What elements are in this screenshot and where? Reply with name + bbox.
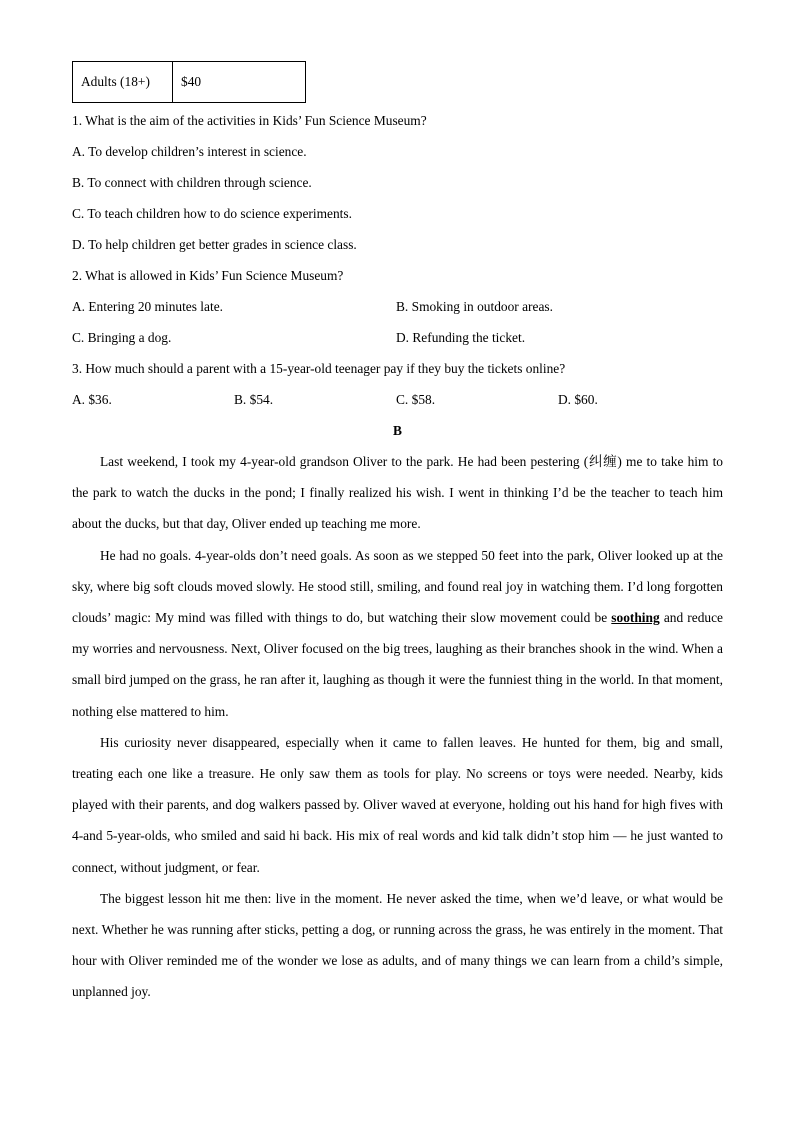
option-d: D. Refunding the ticket. [396,330,526,345]
question-2 [72,260,723,353]
option-d: D. $60. [558,392,598,407]
option-c: C. To teach children how to do science experiments. [72,206,352,221]
question-1 [72,105,723,260]
table-row [73,62,306,103]
ticket-price-cell: $40 [173,62,306,103]
paragraph-3: His curiosity never disappeared, especially when it came to fallen leaves. He hunted for them, big and small, treating each one like a treasure. He only saw them as tools for play. No screens or toys were needed. Nearby, kids played with their parents, and dog walkers passed by. Oliver waved at everyone, holding out his hand for high fives with 4-and 5-year-olds, who smiled and said hi back. His mix of real words and kid talk didn’t stop him — he just wanted to connect, without judgment, or fear. [72,734,723,875]
paragraph-2-text-after: and reduce my worries and nervousness. Next, Oliver focused on the big trees, laughing as their branches shook in the wind. When a small bird jumped on the grass, he ran after it, laughing as though it were the funniest thing in the world. In that moment, nothing else mattered to him. [72,610,723,719]
option-a: A. Entering 20 minutes late. [72,299,223,314]
paragraph-4: The biggest lesson hit me then: live in the moment. He never asked the time, when we’d leave, or what would be next. Whether he was running after sticks, petting a dog, or running across the grass, he was entirely in the moment. That hour with Oliver reminded me of the wonder we lose as adults, and of many things we can learn from a child’s simple, unplanned joy. [72,890,723,1000]
document-page [72,61,723,1008]
option-b: B. $54. [234,392,274,407]
option-b: B. Smoking in outdoor areas. [396,299,553,314]
section-title: B [393,423,402,438]
question-stem: 2. What is allowed in Kids’ Fun Science Museum? [72,268,344,283]
option-b: B. To connect with children through science. [72,175,312,190]
options-row [72,384,723,415]
option-c: C. Bringing a dog. [72,330,172,345]
options-row [72,291,723,322]
paragraph-2-text-before: He had no goals. 4-year-olds don’t need goals. As soon as we stepped 50 feet into the park, Oliver looked up at the sky, where big soft clouds moved slowly. He stood still, smiling, and found real joy in watching them. I’d long forgotten clouds’ magic: My mind was filled with things to do, but watching their slow movement could be [72,547,723,626]
options-row [72,322,723,353]
question-3 [72,353,723,415]
paragraph-1: Last weekend, I took my 4-year-old grandson Oliver to the park. He had been pestering (纠缠) me to take him to the park to watch the ducks in the pond; I finally realized his wish. I went in thinking I’d be the teacher to teach him about the ducks, but that day, Oliver ended up teaching me more. [72,454,723,532]
option-d: D. To help children get better grades in science class. [72,237,357,252]
option-a: A. To develop children’s interest in science. [72,144,307,159]
paragraph-2 [72,540,723,727]
ticket-price-table [72,61,306,103]
question-stem: 3. How much should a parent with a 15-year-old teenager pay if they buy the tickets online? [72,361,566,376]
option-c: C. $58. [396,392,436,407]
option-a: A. $36. [72,392,112,407]
underlined-word: soothing [611,610,660,626]
ticket-category-cell: Adults (18+) [73,62,173,103]
question-stem: 1. What is the aim of the activities in Kids’ Fun Science Museum? [72,113,427,128]
